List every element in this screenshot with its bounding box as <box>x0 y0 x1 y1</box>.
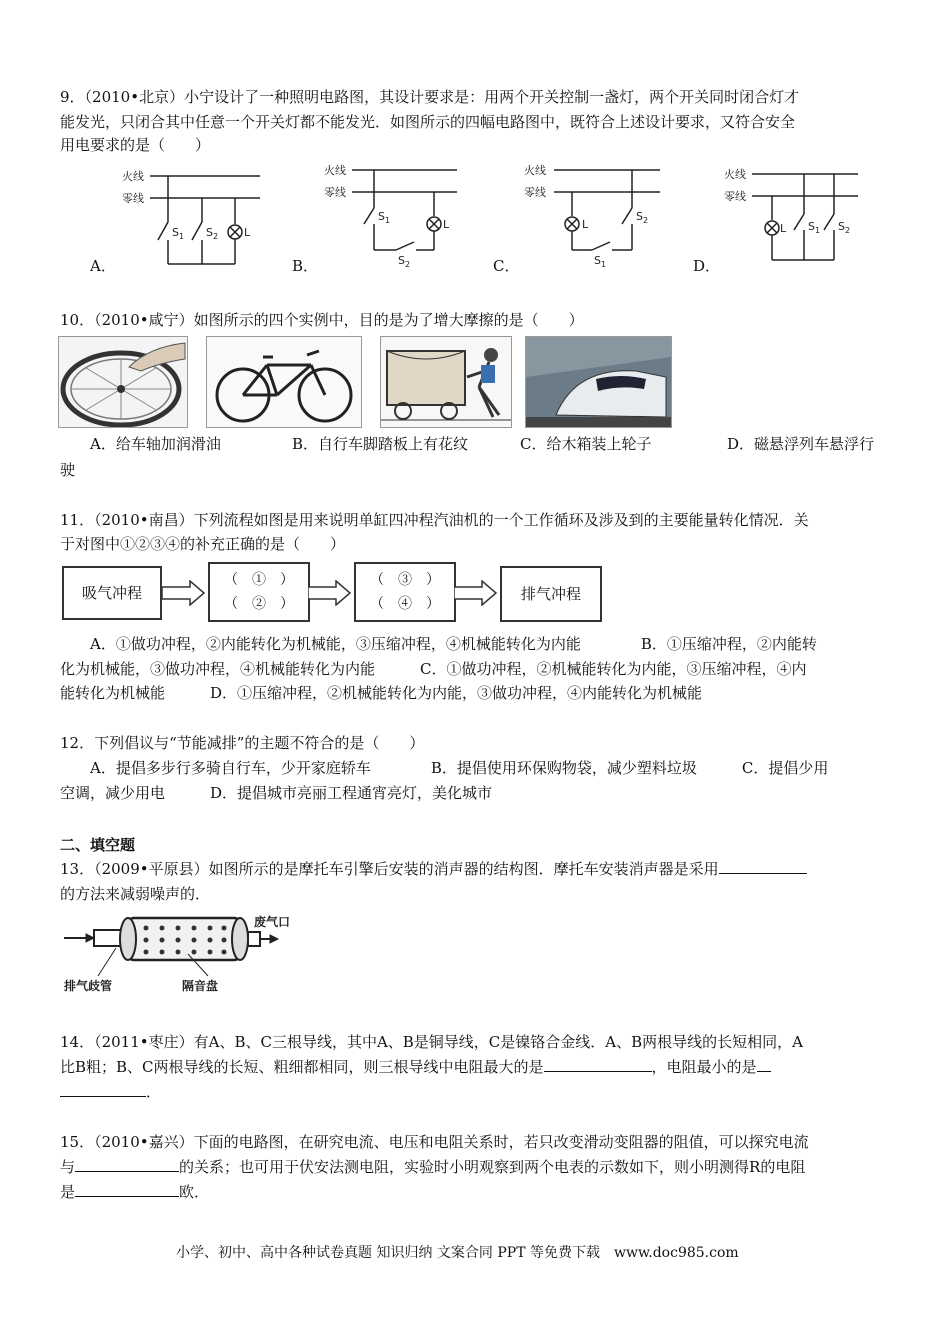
live-wire-label: 火线 <box>724 168 746 181</box>
q13-text-line1: 13．（2009•平原县）如图所示的是摩托车引擎后安装的消声器的结构图．摩托车安装消声器是采用 <box>60 857 807 881</box>
q11-options-line2: 化为机械能，③做功冲程，④机械能转化为内能 C．①做功冲程，②机械能转化为内能，③压缩冲程，④内 <box>60 660 807 678</box>
flow-box-1-top: （ ① ） <box>224 572 294 588</box>
switch-s2-label: $S_2$ <box>206 226 219 241</box>
exhaust-port-label: 废气口 <box>254 915 291 929</box>
q9-label-a: A． <box>90 257 116 275</box>
circuit-diagram-c <box>520 158 670 268</box>
lamp-label: L <box>780 222 787 235</box>
flow-box-2 <box>354 562 456 622</box>
flow-exhaust-label: 排气冲程 <box>520 585 581 603</box>
q10-option-a: A．给车轴加润滑油 <box>90 435 221 453</box>
wooden-box-wheels-image <box>380 336 512 428</box>
neutral-wire-label: 零线 <box>324 186 346 199</box>
section-fill-in-blank-title: 二、填空题 <box>60 836 136 854</box>
q14-text-line3: ． <box>60 1080 161 1104</box>
live-wire-label: 火线 <box>122 170 144 183</box>
q14-text-line2: 比B粗；B、C两根导线的长短、粗细都相同，则三根导线中电阻最大的是 ，电阻最小的是 <box>60 1055 771 1079</box>
q11-text-line2: 于对图中①②③④的补充正确的是（ ） <box>60 535 346 553</box>
q9-label-c: C． <box>493 257 520 275</box>
switch-s1-label: $S_1$ <box>594 254 607 268</box>
q15-text-line1: 15．（2010•嘉兴）下面的电路图，在研究电流、电压和电阻关系时，若只改变滑动变阻器的阻值，可以探究电流 <box>60 1133 809 1151</box>
flow-arrow-3-icon <box>454 580 498 606</box>
switch-s1-label: $S_1$ <box>378 210 391 225</box>
flow-arrow-1-icon <box>162 580 206 606</box>
lamp-label: L <box>244 226 251 239</box>
q15-relation-blank[interactable] <box>75 1155 179 1172</box>
muffler-diagram <box>58 910 308 1000</box>
flow-box-2-top: （ ③ ） <box>370 572 440 588</box>
neutral-wire-label: 零线 <box>122 192 144 205</box>
q10-option-c: C．给木箱装上轮子 <box>520 435 652 453</box>
circuit-diagram-d <box>722 162 862 272</box>
q15-text-line2: 与 的关系；也可用于伏安法测电阻，实验时小明观察到两个电表的示数如下，则小明测得R的电阻 <box>60 1155 805 1179</box>
q9-label-d: D． <box>693 257 721 275</box>
q10-option-d: D．磁悬浮列车悬浮行 <box>727 435 875 453</box>
maglev-train-image <box>525 336 672 428</box>
flow-box-1-bottom: （ ② ） <box>224 596 294 612</box>
q11-options-line3: 能转化为机械能 D．①压缩冲程，②机械能转化为内能，③做功冲程，④内能转化为机械能 <box>60 684 703 702</box>
exhaust-pipe-label: 排气歧管 <box>64 979 113 993</box>
page-footer: 小学、初中、高中各种试卷真题 知识归纳 文案合同 PPT 等免费下载 www.doc985.com <box>176 1245 739 1261</box>
switch-s2-label: $S_2$ <box>838 220 851 235</box>
neutral-wire-label: 零线 <box>524 186 546 199</box>
live-wire-label: 火线 <box>324 164 346 177</box>
q9-text-line2: 能发光，只闭合其中任意一个开关灯都不能发光．如图所示的四幅电路图中，既符合上述设计要求，又符合安全 <box>60 113 796 131</box>
q11-options-line1: A．①做功冲程，②内能转化为机械能，③压缩冲程，④机械能转化为内能 B．①压缩冲程，②内能转 <box>90 635 817 653</box>
lamp-label: L <box>582 218 589 231</box>
flow-intake-stroke-box <box>62 566 162 620</box>
flow-box-1 <box>208 562 310 622</box>
q10-option-b: B．自行车脚踏板上有花纹 <box>292 435 469 453</box>
q14-min-resistance-blank-part2[interactable] <box>60 1080 146 1097</box>
q14-min-resistance-blank-part1[interactable] <box>757 1055 771 1072</box>
q15-resistance-blank[interactable] <box>75 1180 179 1197</box>
live-wire-label: 火线 <box>524 164 546 177</box>
q12-text-line1: 12．下列倡议与“节能减排”的主题不符合的是（ ） <box>60 734 425 752</box>
q9-text-line3: 用电要求的是（ ） <box>60 136 211 154</box>
baffle-label: 隔音盘 <box>182 979 219 993</box>
q15-text-line3: 是 欧． <box>60 1180 209 1204</box>
flow-box-2-bottom: （ ④ ） <box>370 596 440 612</box>
circuit-diagram-b <box>322 158 462 268</box>
q12-options-line2: 空调，减少用电 D．提倡城市亮丽工程通宵亮灯，美化城市 <box>60 784 493 802</box>
flow-intake-label: 吸气冲程 <box>81 584 142 602</box>
q11-text-line1: 11．（2010•南昌）下列流程如图是用来说明单缸四冲程汽油机的一个工作循环及涉及到的主要能量转化情况．关 <box>60 511 809 529</box>
switch-s1-label: $S_1$ <box>172 226 185 241</box>
q14-text-line1: 14．（2011•枣庄）有A、B、C三根导线，其中A、B是铜导线，C是镍铬合金线．A、B两根导线的长短相同，A <box>60 1033 803 1051</box>
q14-max-resistance-blank[interactable] <box>544 1055 652 1072</box>
q9-label-b: B． <box>292 257 319 275</box>
q9-text-line1: 9．（2010•北京）小宁设计了一种照明电路图，其设计要求是：用两个开关控制一盏灯，两个开关同时闭合灯才 <box>60 88 800 106</box>
circuit-diagram-a <box>120 162 280 272</box>
lamp-label: L <box>443 218 450 231</box>
switch-s2-label: $S_2$ <box>636 210 649 225</box>
flow-exhaust-stroke-box <box>500 566 602 622</box>
axle-lubrication-image <box>58 336 188 428</box>
q13-text-line2: 的方法来减弱噪声的． <box>60 885 211 903</box>
q10-option-d-wrap: 驶 <box>60 461 76 479</box>
q13-answer-blank[interactable] <box>719 857 807 874</box>
switch-s1-label: $S_1$ <box>808 220 821 235</box>
neutral-wire-label: 零线 <box>724 190 746 203</box>
flow-arrow-2-icon <box>308 580 352 606</box>
q12-options-line1: A．提倡多步行多骑自行车，少开家庭轿车 B．提倡使用环保购物袋，减少塑料垃圾 C．提倡少用 <box>90 759 829 777</box>
switch-s2-label: $S_2$ <box>398 254 411 268</box>
q10-text-line1: 10．（2010•咸宁）如图所示的四个实例中，目的是为了增大摩擦的是（ ） <box>60 311 584 329</box>
bicycle-image <box>206 336 362 428</box>
